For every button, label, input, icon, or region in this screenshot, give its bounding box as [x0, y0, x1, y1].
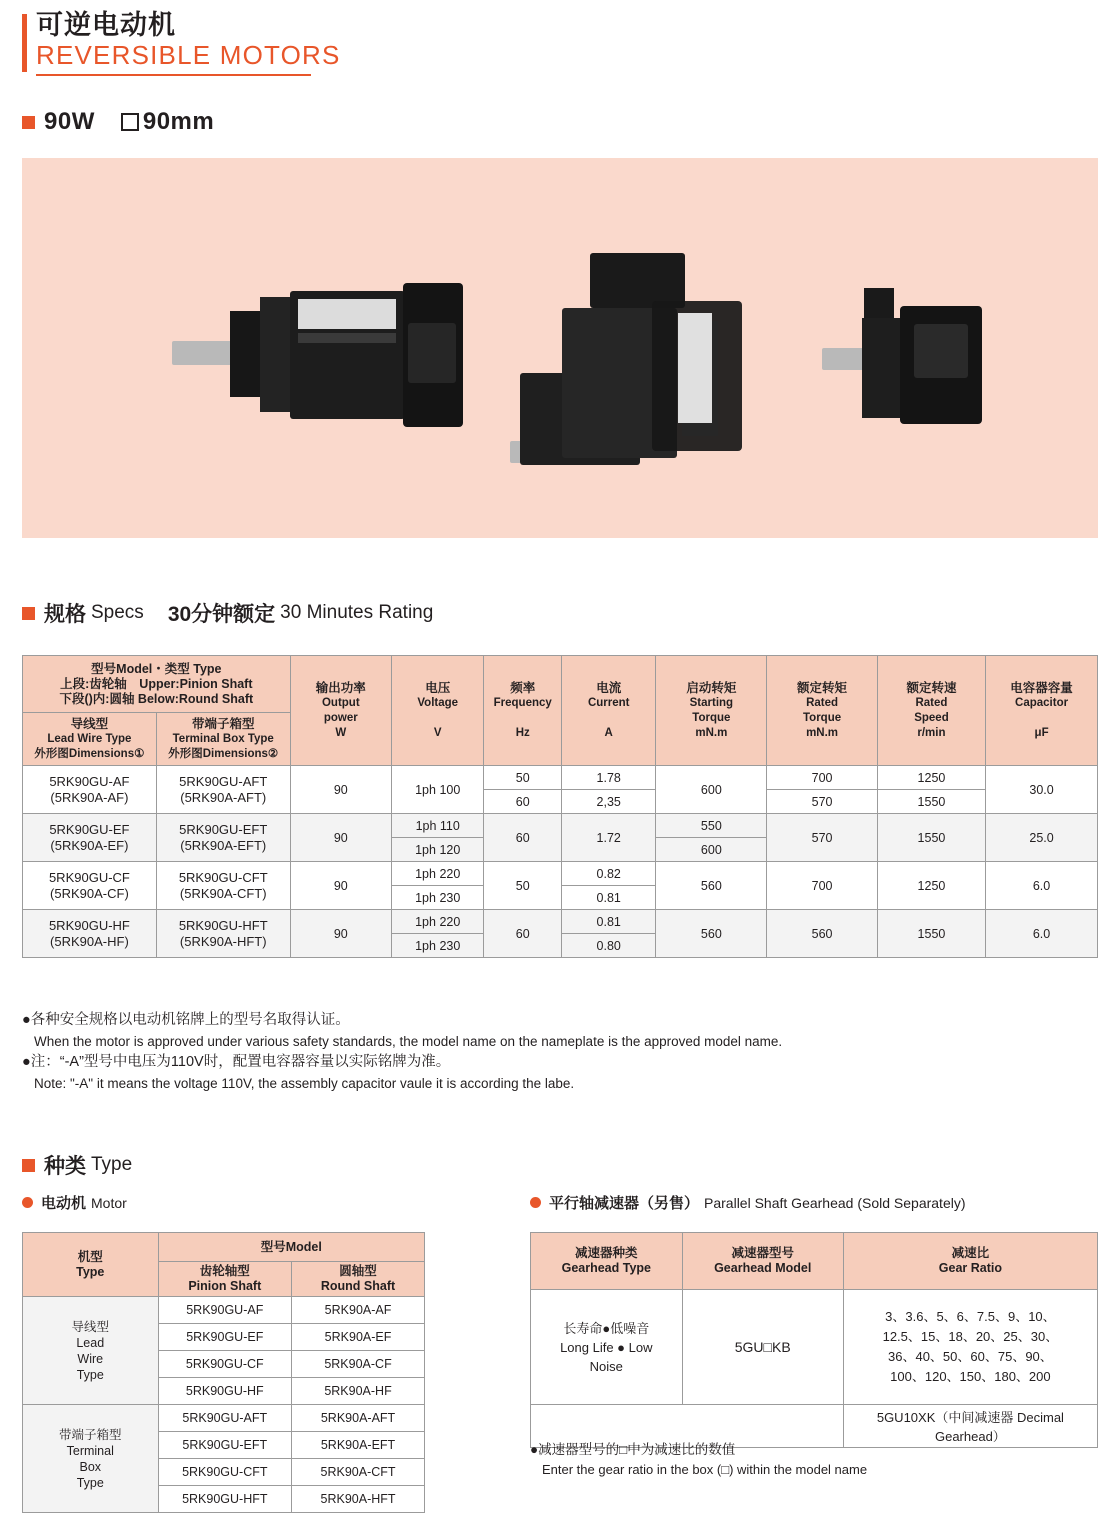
terminal-dim: 外形图Dimensions② — [168, 747, 279, 760]
row1-lead-bottom: (5RK90A-AF) — [50, 789, 129, 805]
terminal-group-en1: Terminal — [66, 1443, 114, 1458]
spec-table-body — [23, 766, 1098, 958]
row3-leadwire-model — [23, 862, 157, 910]
gearhead-col-model-en: Gearhead Model — [714, 1261, 812, 1275]
col-voltage-en: Voltage — [417, 696, 459, 709]
gearhead-col-ratio-cn: 减速比 — [951, 1246, 990, 1260]
model-block-line1: 型号Model・类型 Type — [91, 661, 222, 676]
table-row — [23, 766, 1098, 790]
motor-photo-1 — [172, 283, 462, 428]
spec-header-frequency — [484, 656, 562, 766]
note-1-en: When the motor is approved under various safety standards, the model name on the nameplate is the approved model name. — [34, 1034, 783, 1049]
decimal-gearhead-cell: 5GU10XK（中间减速器 Decimal Gearhead） — [843, 1405, 1097, 1448]
col-output-en1: Output — [321, 696, 360, 709]
row3a-current: 0.82 — [562, 862, 656, 886]
terminal-cn: 带端子箱型 — [191, 716, 255, 731]
gearhead-subheading-en: Parallel Shaft Gearhead (Sold Separately) — [704, 1194, 966, 1211]
gearhead-model-cell: 5GU□KB — [682, 1290, 843, 1405]
row3-rated-torque: 700 — [767, 862, 877, 910]
frame-size-label: 90mm — [142, 108, 215, 135]
motor-photo-3 — [822, 288, 987, 428]
row2-term-top: 5RK90GU-EFT — [179, 821, 268, 837]
leadwire-group-cn: 导线型 — [71, 1319, 110, 1334]
power-spec-line — [22, 108, 214, 136]
row1b-rated-torque: 570 — [767, 790, 877, 814]
leadwire-group-en1: Lead — [76, 1335, 105, 1350]
orange-square-icon — [22, 607, 35, 620]
motor-pinion-model: 5RK90GU-CF — [158, 1351, 292, 1378]
col-voltage-cn: 电压 — [425, 680, 451, 695]
row3-frequency: 50 — [484, 862, 562, 910]
gearhead-note-cn: ●减速器型号的□中为减速比的数值 — [530, 1442, 736, 1457]
row1b-current: 2,35 — [562, 790, 656, 814]
row1-lead-top: 5RK90GU-AF — [49, 773, 130, 789]
col-output-unit: W — [335, 726, 347, 739]
ratio-line-1: 3、3.6、5、6、7.5、9、10、 — [885, 1309, 1056, 1324]
model-block-line3: 下段()内:圆轴 Below:Round Shaft — [59, 691, 254, 706]
col-rtorque-unit: mN.m — [806, 726, 839, 739]
row2-lead-top: 5RK90GU-EF — [49, 821, 130, 837]
row2-rated-torque: 570 — [767, 814, 877, 862]
col-freq-cn: 频率 — [510, 680, 536, 695]
row1-terminal-model — [156, 766, 290, 814]
col-freq-unit: Hz — [515, 726, 530, 739]
power-watt-label: 90W — [44, 108, 95, 135]
motor-group-leadwire — [23, 1297, 159, 1405]
specifications-table — [22, 655, 1098, 958]
col-rspeed-en2: Speed — [914, 711, 949, 724]
col-voltage-unit: V — [433, 726, 442, 739]
col-start-unit: mN.m — [695, 726, 728, 739]
row2a-voltage: 1ph 110 — [391, 814, 483, 838]
spec-header-output-power — [290, 656, 391, 766]
row4-rated-torque: 560 — [767, 910, 877, 958]
spec-header-terminalbox — [156, 713, 290, 766]
note-2-cn: ●注：“-A”型号中电压为110V时，配置电容器容量以实际铭牌为准。 — [22, 1054, 451, 1070]
gearhead-col-type-en: Gearhead Type — [561, 1261, 651, 1275]
col-current-en: Current — [587, 696, 630, 709]
row4-frequency: 60 — [484, 910, 562, 958]
rating-heading-cn: 30分钟额定 — [167, 603, 276, 626]
orange-dot-icon — [530, 1197, 541, 1208]
col-rtorque-cn: 额定转矩 — [797, 680, 848, 695]
orange-dot-icon — [22, 1197, 33, 1208]
motor-table-head — [23, 1233, 425, 1297]
row2-capacitor: 25.0 — [986, 814, 1098, 862]
orange-square-icon — [22, 116, 35, 129]
gearhead-subheading — [530, 1192, 966, 1213]
motor-photo-2 — [502, 253, 762, 483]
motor-col-type-cn: 机型 — [77, 1249, 103, 1264]
table-row — [23, 910, 1098, 934]
row2-power: 90 — [290, 814, 391, 862]
motor-col-type — [23, 1233, 159, 1297]
product-image-band — [22, 158, 1098, 538]
gearhead-col-ratio — [843, 1233, 1097, 1290]
motor-round-model: 5RK90A-HFT — [292, 1486, 425, 1513]
table-row — [23, 1405, 425, 1432]
note-2-en: Note: "-A" it means the voltage 110V, the assembly capacitor vaule it is according the labe. — [34, 1076, 575, 1091]
row4-term-bottom: (5RK90A-HFT) — [179, 933, 267, 949]
row4-terminal-model — [156, 910, 290, 958]
leadwire-cn: 导线型 — [70, 716, 109, 731]
header-accent-bar — [22, 14, 27, 72]
spec-header-leadwire — [23, 713, 157, 766]
row1b-frequency: 60 — [484, 790, 562, 814]
table-row — [23, 862, 1098, 886]
col-rspeed-cn: 额定转速 — [906, 680, 957, 695]
motor-col-pinion-en: Pinion Shaft — [188, 1279, 262, 1293]
motor-round-model: 5RK90A-EFT — [292, 1432, 425, 1459]
motor-pinion-model: 5RK90GU-HFT — [158, 1486, 292, 1513]
motor-pinion-model: 5RK90GU-EFT — [158, 1432, 292, 1459]
row1a-rated-speed: 1250 — [877, 766, 985, 790]
terminal-group-cn: 带端子箱型 — [59, 1427, 122, 1442]
motor-round-model: 5RK90A-AFT — [292, 1405, 425, 1432]
row1-leadwire-model — [23, 766, 157, 814]
motor-pinion-model: 5RK90GU-AF — [158, 1297, 292, 1324]
page-header — [22, 10, 341, 70]
spec-header-rated-torque — [767, 656, 877, 766]
col-rtorque-en2: Torque — [803, 711, 842, 724]
col-start-en2: Torque — [692, 711, 731, 724]
row2b-voltage: 1ph 120 — [391, 838, 483, 862]
leadwire-en: Lead Wire Type — [47, 732, 132, 745]
row4b-current: 0.80 — [562, 934, 656, 958]
row4-rated-speed: 1550 — [877, 910, 985, 958]
row4-lead-top: 5RK90GU-HF — [48, 917, 130, 933]
spec-header-current — [562, 656, 656, 766]
col-output-cn: 输出功率 — [315, 680, 366, 695]
ratio-line-2: 12.5、15、18、20、25、30、 — [882, 1329, 1059, 1344]
gearhead-type-en1: Long Life ● Low — [560, 1339, 653, 1355]
row3-term-top: 5RK90GU-CFT — [178, 869, 268, 885]
col-rspeed-unit: r/min — [917, 726, 946, 739]
motor-col-round-en: Round Shaft — [320, 1279, 396, 1293]
col-cap-unit: μF — [1034, 726, 1049, 739]
row3-lead-bottom: (5RK90A-CF) — [50, 885, 129, 901]
row4-lead-bottom: (5RK90A-HF) — [50, 933, 129, 949]
row3-term-bottom: (5RK90A-CFT) — [179, 885, 267, 901]
motor-round-model: 5RK90A-CFT — [292, 1459, 425, 1486]
row1a-rated-torque: 700 — [767, 766, 877, 790]
row1a-current: 1.78 — [562, 766, 656, 790]
row1a-frequency: 50 — [484, 766, 562, 790]
col-output-en2: power — [323, 711, 358, 724]
spec-header-rated-speed — [877, 656, 985, 766]
row4-leadwire-model — [23, 910, 157, 958]
row2-term-bottom: (5RK90A-EFT) — [180, 837, 267, 853]
leadwire-dim: 外形图Dimensions① — [34, 747, 145, 760]
row3b-voltage: 1ph 230 — [391, 886, 483, 910]
row3-terminal-model — [156, 862, 290, 910]
motor-pinion-model: 5RK90GU-AFT — [158, 1405, 292, 1432]
row2b-starting-torque: 600 — [656, 838, 767, 862]
row4a-current: 0.81 — [562, 910, 656, 934]
square-frame-icon — [121, 113, 139, 131]
motor-subheading — [22, 1192, 127, 1213]
motor-type-table — [22, 1232, 425, 1513]
row3b-current: 0.81 — [562, 886, 656, 910]
model-block-line2: 上段:齿轮轴 Upper:Pinion Shaft — [60, 676, 253, 691]
specs-heading-en: Specs — [91, 602, 144, 623]
gearhead-type-cn: 长寿命●低噪音 — [563, 1320, 650, 1336]
col-start-cn: 启动转矩 — [686, 680, 737, 695]
terminal-group-en3: Type — [76, 1475, 104, 1490]
col-rtorque-en1: Rated — [806, 696, 839, 709]
page-title-cn: 可逆电动机 — [36, 10, 176, 40]
leadwire-group-en3: Type — [76, 1367, 104, 1382]
row1-power: 90 — [290, 766, 391, 814]
gearhead-type-cell — [531, 1290, 683, 1405]
row1-term-top: 5RK90GU-AFT — [179, 773, 268, 789]
motor-col-pinion-cn: 齿轮轴型 — [199, 1264, 250, 1278]
orange-square-icon — [22, 1159, 35, 1172]
row2-leadwire-model — [23, 814, 157, 862]
row4-power: 90 — [290, 910, 391, 958]
row4-term-top: 5RK90GU-HFT — [178, 917, 268, 933]
gearhead-ratio-cell — [843, 1290, 1097, 1405]
specs-heading — [22, 598, 433, 628]
terminal-en: Terminal Box Type — [172, 732, 274, 745]
row1-voltage: 1ph 100 — [391, 766, 483, 814]
row2-lead-bottom: (5RK90A-EF) — [50, 837, 129, 853]
row1-capacitor: 30.0 — [986, 766, 1098, 814]
ratio-line-3: 36、40、50、60、75、90、 — [888, 1349, 1053, 1364]
gearhead-note — [530, 1440, 1090, 1480]
spec-notes — [22, 1010, 1082, 1094]
row4-capacitor: 6.0 — [986, 910, 1098, 958]
rating-heading-en: 30 Minutes Rating — [280, 602, 434, 623]
table-row — [531, 1290, 1098, 1405]
row2-rated-speed: 1550 — [877, 814, 985, 862]
gearhead-note-en: Enter the gear ratio in the box (□) within the model name — [542, 1462, 868, 1477]
motor-round-model: 5RK90A-EF — [292, 1324, 425, 1351]
row3-rated-speed: 1250 — [877, 862, 985, 910]
ratio-line-4: 100、120、150、180、200 — [890, 1369, 1051, 1384]
leadwire-group-en2: Wire — [77, 1351, 104, 1366]
row4b-voltage: 1ph 230 — [391, 934, 483, 958]
row1-starting-torque: 600 — [656, 766, 767, 814]
motor-group-terminalbox — [23, 1405, 159, 1513]
col-cap-cn: 电容器容量 — [1010, 680, 1073, 695]
motor-col-pinion — [158, 1262, 292, 1297]
gearhead-col-ratio-en: Gear Ratio — [938, 1261, 1003, 1275]
motor-col-model: 型号Model — [158, 1233, 424, 1262]
row4-starting-torque: 560 — [656, 910, 767, 958]
gearhead-col-type-cn: 减速器种类 — [575, 1246, 638, 1260]
col-rspeed-en1: Rated — [915, 696, 948, 709]
row3-lead-top: 5RK90GU-CF — [48, 869, 130, 885]
row2-frequency: 60 — [484, 814, 562, 862]
motor-pinion-model: 5RK90GU-CFT — [158, 1459, 292, 1486]
spec-header-model-block — [23, 656, 291, 713]
type-heading-en: Type — [91, 1154, 133, 1175]
motor-pinion-model: 5RK90GU-HF — [158, 1378, 292, 1405]
row3a-voltage: 1ph 220 — [391, 862, 483, 886]
motor-col-round — [292, 1262, 425, 1297]
type-heading-cn: 种类 — [44, 1155, 86, 1178]
note-1-cn: ●各种安全规格以电动机铭牌上的型号名取得认证。 — [22, 1012, 350, 1028]
page-title-en: REVERSIBLE MOTORS — [36, 40, 341, 70]
gearhead-table — [530, 1232, 1098, 1448]
col-freq-en: Frequency — [493, 696, 552, 709]
terminal-group-en2: Box — [79, 1459, 102, 1474]
motor-round-model: 5RK90A-CF — [292, 1351, 425, 1378]
row3-starting-torque: 560 — [656, 862, 767, 910]
row3-power: 90 — [290, 862, 391, 910]
gearhead-col-type — [531, 1233, 683, 1290]
motor-round-model: 5RK90A-HF — [292, 1378, 425, 1405]
motor-subheading-en: Motor — [91, 1194, 127, 1211]
col-current-cn: 电流 — [596, 680, 622, 695]
gearhead-col-model — [682, 1233, 843, 1290]
gearhead-type-en2: Noise — [589, 1358, 623, 1374]
type-heading — [22, 1150, 132, 1180]
gearhead-subheading-cn: 平行轴减速器（另售） — [549, 1195, 700, 1212]
motor-table-body — [23, 1297, 425, 1513]
motor-pinion-model: 5RK90GU-EF — [158, 1324, 292, 1351]
gearhead-table-body — [531, 1290, 1098, 1448]
row1-term-bottom: (5RK90A-AFT) — [180, 789, 267, 805]
gearhead-table-head — [531, 1233, 1098, 1290]
row2-current: 1.72 — [562, 814, 656, 862]
col-cap-en: Capacitor — [1015, 696, 1069, 709]
header-underline — [36, 74, 311, 76]
spec-table-head — [23, 656, 1098, 766]
specs-heading-cn: 规格 — [44, 603, 86, 626]
motor-col-round-cn: 圆轴型 — [339, 1264, 377, 1278]
col-current-unit: A — [604, 726, 613, 739]
motor-round-model: 5RK90A-AF — [292, 1297, 425, 1324]
gearhead-col-model-cn: 减速器型号 — [731, 1246, 794, 1260]
col-start-en1: Starting — [689, 696, 734, 709]
spec-header-voltage — [391, 656, 483, 766]
spec-header-capacitor — [986, 656, 1098, 766]
motor-col-type-en: Type — [76, 1264, 105, 1279]
row2a-starting-torque: 550 — [656, 814, 767, 838]
spec-header-starting-torque — [656, 656, 767, 766]
row4a-voltage: 1ph 220 — [391, 910, 483, 934]
row1b-rated-speed: 1550 — [877, 790, 985, 814]
motor-subheading-cn: 电动机 — [41, 1195, 87, 1212]
table-row — [23, 1297, 425, 1324]
table-row — [23, 814, 1098, 838]
row3-capacitor: 6.0 — [986, 862, 1098, 910]
row2-terminal-model — [156, 814, 290, 862]
